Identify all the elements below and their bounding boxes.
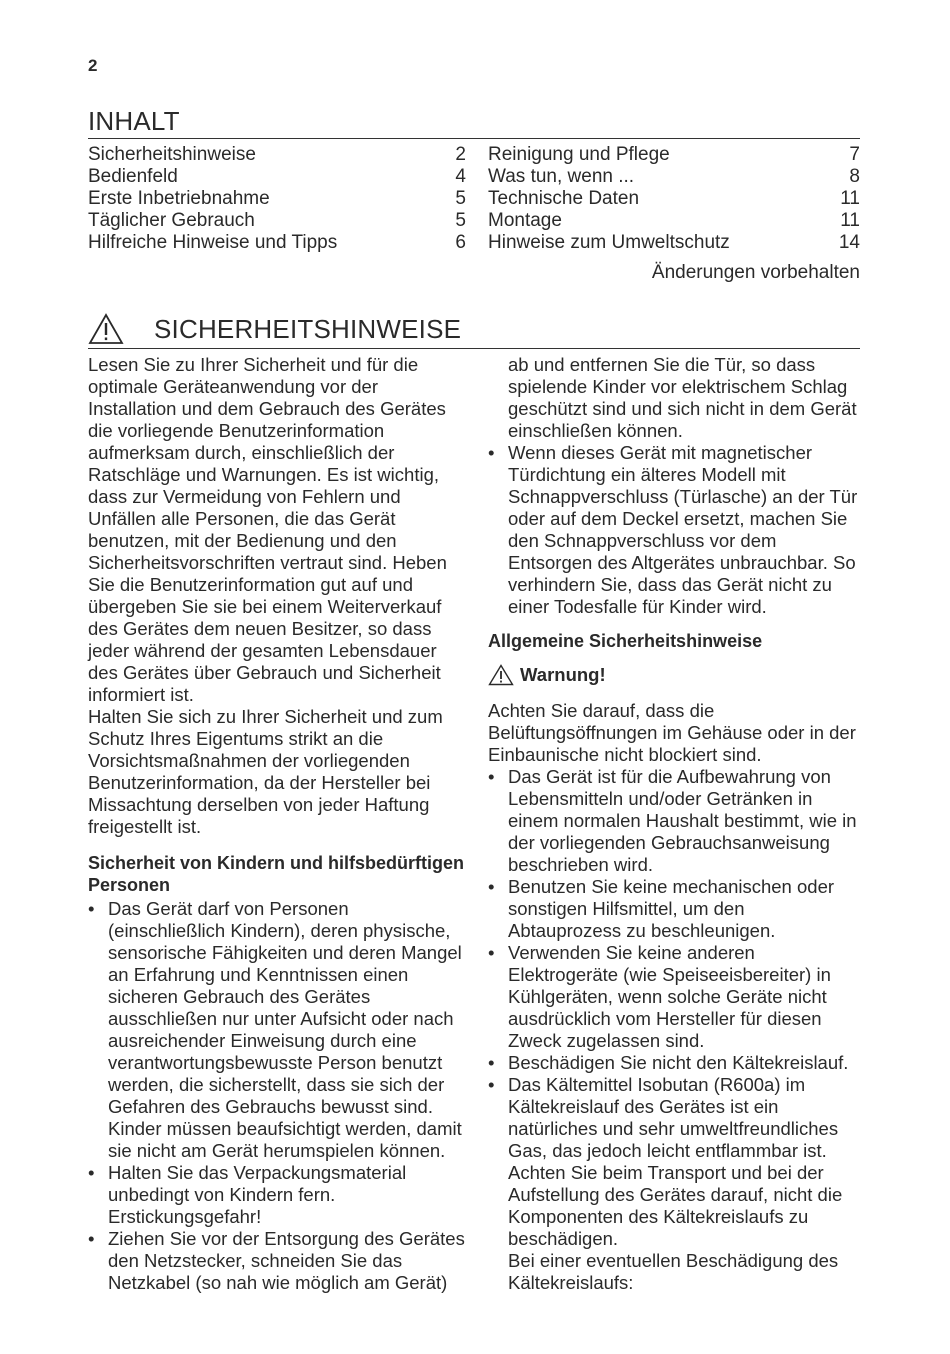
list-item: • Halten Sie das Verpackungsmaterial unbedingt von Kindern fern. Erstickungsgefahr! [88, 1162, 466, 1228]
children-heading: Sicherheit von Kindern und hilfsbedürftigen Personen [88, 853, 465, 895]
toc-entry[interactable]: Reinigung und Pflege 7 [488, 144, 860, 165]
toc-title: INHALT [88, 106, 180, 136]
list-item: • Ziehen Sie vor der Entsorgung des Gerätes den Netzstecker, schneiden Sie das Netzkabel (so nah wie möglich am Gerät) [88, 1228, 466, 1294]
toc-left-column [88, 144, 466, 254]
ventilation-text: Achten Sie darauf, dass die Belüftungsöffnungen im Gehäuse oder in der Einbaunische nicht blockiert sind. [488, 700, 856, 765]
toc-entry[interactable]: Hinweise zum Umweltschutz 14 [488, 232, 860, 253]
toc-entry[interactable]: Täglicher Gebrauch 5 [88, 210, 466, 231]
list-item: • Das Kältemittel Isobutan (R600a) im Kältekreislauf des Gerätes ist ein natürliches und sehr umweltfreundliches Gas, das jedoch leicht entflammbar ist. Achten Sie beim Transport und bei der Aufstellung des Gerätes darauf, nicht die Komponenten des Kältekreislaufs zu beschädigen. Bei einer eventuellen Beschädigung des Kältekreislaufs: [488, 1074, 860, 1294]
warning-label: Warnung! [520, 664, 606, 685]
list-item: • Das Gerät darf von Personen (einschließlich Kindern), deren physische, sensorische Fähigkeiten und deren Mangel an Erfahrung und Kenntnissen einen sicheren Gebrauch des Gerätes ausschließen nur unter Aufsicht oder nach ausreichender Einweisung durch eine verantwortungsbewusste Person benutzt werden, die sicherstellt, dass sie sich der Gefahren des Gebrauchs bewusst sind. Kinder müssen beaufsichtigt werden, damit sie nicht am Gerät herumspielen können. [88, 898, 466, 1162]
list-item: • Wenn dieses Gerät mit magnetischer Türdichtung ein älteres Modell mit Schnappverschluss (Türlasche) an der Tür oder auf dem Deckel ersetzt, machen Sie den Schnappverschluss vor dem Entsorgen des Altgerätes unbrauchbar. So verhindern Sie, dass das Gerät nicht zu einer Todesfalle für Kinder wird. [488, 442, 860, 618]
magnetic-list [488, 442, 860, 618]
toc-entry[interactable]: Erste Inbetriebnahme 5 [88, 188, 466, 209]
list-item: • Benutzen Sie keine mechanischen oder sonstigen Hilfsmittel, um den Abtauprozess zu beschleunigen. [488, 876, 860, 942]
warning-line [488, 664, 860, 686]
toc-right-column [488, 144, 860, 254]
safety-rule [88, 348, 860, 349]
list-item: • Das Gerät ist für die Aufbewahrung von Lebensmitteln und/oder Getränken in einem normalen Haushalt bestimmt, wie in der vorliegenden Gebrauchsanweisung beschrieben wird. [488, 766, 860, 876]
left-column [88, 354, 466, 1294]
general-list [488, 766, 860, 1294]
toc-entry[interactable]: Sicherheitshinweise 2 [88, 144, 466, 165]
continued-text: ab und entfernen Sie die Tür, so dass spielende Kinder vor elektrischem Schlag geschützt sind und sich nicht in dem Gerät einschließen können. [508, 354, 857, 441]
toc-rule [88, 138, 860, 139]
toc-entry[interactable]: Montage 11 [488, 210, 860, 231]
general-heading: Allgemeine Sicherheitshinweise [488, 631, 763, 651]
list-item: • Beschädigen Sie nicht den Kältekreislauf. [488, 1052, 860, 1074]
toc-entry[interactable]: Hilfreiche Hinweise und Tipps 6 [88, 232, 466, 253]
safety-intro-2: Halten Sie sich zu Ihrer Sicherheit und zum Schutz Ihres Eigentums strikt an die Vorsichtsmaßnahmen der vorliegenden Benutzerinformation, da der Hersteller bei Missachtung derselben von jeder Haftung freigestellt ist. [88, 706, 443, 837]
page-number: 2 [88, 56, 98, 75]
toc-note: Änderungen vorbehalten [651, 262, 860, 283]
safety-intro: Lesen Sie zu Ihrer Sicherheit und für die optimale Geräteanwendung vor der Installation und dem Gebrauch des Gerätes die vorliegende Benutzerinformation aufmerksam durch, einschließlich der Ratschläge und Warnungen. Es ist wichtig, dass zur Vermeidung von Fehlern und Unfällen alle Personen, die das Gerät benutzen, mit der Bedienung und den Sicherheitsvorschriften vertraut sind. Heben Sie die Benutzerinformation gut auf und übergeben Sie sie bei einem Weiterverkauf des Gerätes dem neuen Besitzer, so dass jeder während der gesamten Lebensdauer des Gerätes über Gebrauch und Sicherheit informiert ist. [88, 354, 447, 705]
warning-triangle-icon [488, 664, 514, 686]
toc-entry[interactable]: Was tun, wenn ... 8 [488, 166, 860, 187]
right-column [488, 354, 860, 1294]
warning-triangle-icon [88, 313, 124, 345]
safety-title: SICHERHEITSHINWEISE [154, 314, 462, 344]
list-item: • Verwenden Sie keine anderen Elektrogeräte (wie Speiseeisbereiter) in Kühlgeräten, wenn solche Geräte nicht ausdrücklich vom Hersteller für diesen Zweck zugelassen sind. [488, 942, 860, 1052]
toc-entry[interactable]: Bedienfeld 4 [88, 166, 466, 187]
children-list [88, 898, 466, 1294]
toc-entry[interactable]: Technische Daten 11 [488, 188, 860, 209]
